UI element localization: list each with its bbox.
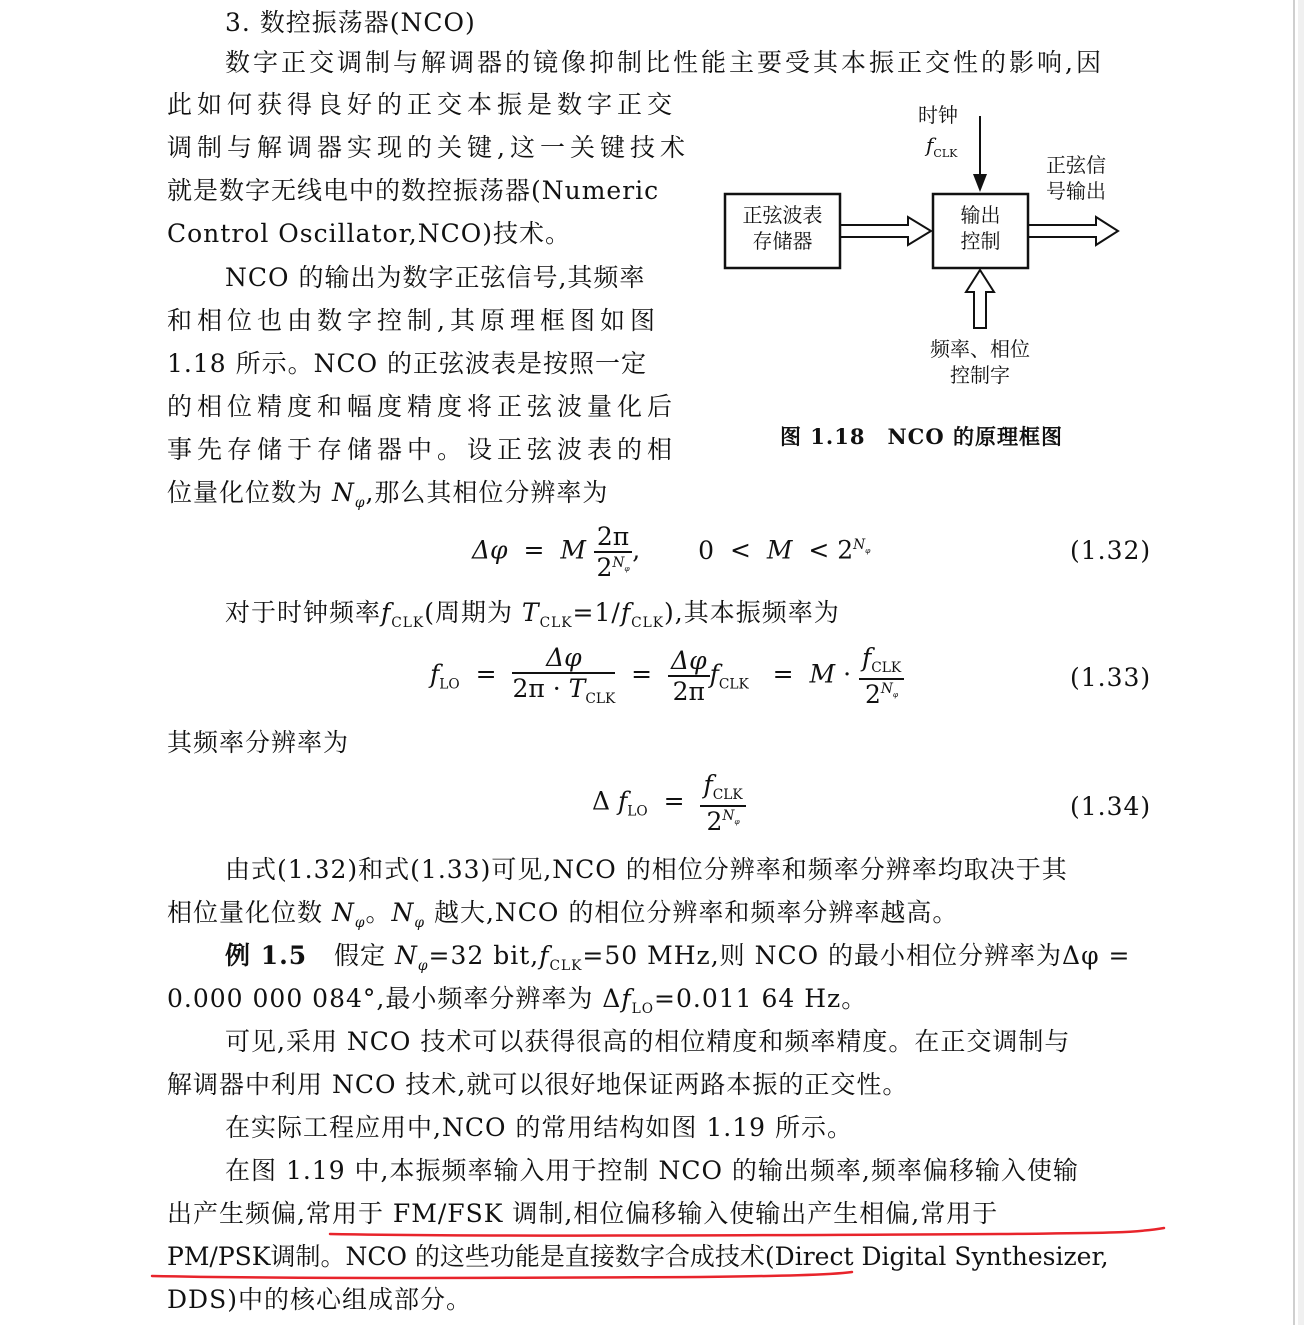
paragraph-line: 解调器中利用 NCO 技术,就可以很好地保证两路本振的正交性。 — [167, 1070, 909, 1099]
clock-symbol: $f_{CLK}$ — [926, 133, 958, 160]
paragraph-line: 的相位精度和幅度精度将正弦波量化后 — [167, 392, 678, 421]
paragraph-line: Control Oscillator,NCO)技术。 — [167, 219, 571, 248]
underline-stroke-1 — [330, 1228, 1164, 1236]
equation-1-33: $f_{LO}$ = $\frac{\Delta\varphi}{2\pi \cdot T_{CLK}}$ = $\frac{\Delta\varphi}{2\pi}$ $f_{CLK}$ = M · $\frac{f_{CLK}}{2^{N_\varphi}}$ — [430, 645, 904, 707]
paragraph-line: 0.000 000 084°,最小频率分辨率为 $\Delta f_{LO}=0.011$ 64 Hz。 — [167, 984, 868, 1017]
fraction: $\frac{\Delta\varphi}{2\pi}$ — [668, 648, 710, 704]
paragraph-line: 由式(1.32)和式(1.33)可见,NCO 的相位分辨率和频率分辨率均取决于其 — [225, 855, 1068, 884]
sine-output-label: 正弦信 号输出 — [1046, 153, 1106, 203]
paragraph-line: 例 1.5 假定 $N_\varphi=32$ $bit,f_{CLK}=50$ MHz,则 NCO 的最小相位分辨率为Δφ = — [225, 941, 1131, 974]
underline-stroke-2 — [152, 1272, 852, 1278]
fraction: $\frac{2\pi}{2^{N_\varphi}}$ — [594, 524, 632, 580]
clock-label: 时钟 — [918, 103, 958, 127]
paragraph-line: 数字正交调制与解调器的镜像抑制比性能主要受其本振正交性的影响,因 — [225, 48, 1104, 77]
paragraph-line: 出产生频偏,常用于 FM/FSK 调制,相位偏移输入使输出产生相偏,常用于 — [167, 1199, 999, 1228]
paragraph-line: PM/PSK调制。NCO 的这些功能是直接数字合成技术(Direct Digital Synthesizer, — [167, 1242, 1109, 1271]
paragraph-line: 可见,采用 NCO 技术可以获得很高的相位精度和频率精度。在正交调制与 — [225, 1027, 1071, 1056]
paragraph-line: DDS)中的核心组成部分。 — [167, 1285, 472, 1314]
sine-table-box-label: 正弦波表 存储器 — [742, 203, 823, 253]
paragraph-line: 其频率分辨率为 — [167, 728, 350, 757]
fraction: $\frac{\Delta\varphi}{2\pi \cdot T_{CLK}}$ — [512, 643, 616, 707]
paragraph-line: 相位量化位数 $N_\varphi$。$N_\varphi$ 越大,NCO 的相位分辨率和频率分辨率越高。 — [167, 898, 959, 931]
example-label: 例 1.5 — [225, 941, 308, 970]
section-heading: 3. 数控振荡器(NCO) — [225, 8, 476, 37]
fraction: $\frac{f_{CLK}}{2^{N_\varphi}}$ — [859, 645, 904, 707]
paragraph-line: 就是数字无线电中的数控振荡器(Numeric — [167, 176, 660, 205]
paragraph-line: 在图 1.19 中,本振频率输入用于控制 NCO 的输出频率,频率偏移输入使输 — [225, 1156, 1079, 1185]
paragraph-line: 事先存储于存储器中。设正弦波表的相 — [167, 435, 678, 464]
figure-caption: 图 1.18 NCO 的原理框图 — [780, 424, 1063, 449]
paragraph-line: 调制与解调器实现的关键,这一关键技术 — [167, 133, 690, 162]
paragraph-line: 对于时钟频率$f_{CLK}$(周期为 $T_{CLK}=1/f_{CLK}$),其本振频率为 — [225, 598, 840, 631]
equation-number: (1.34) — [1070, 792, 1152, 821]
paragraph-line: NCO 的输出为数字正弦信号,其频率 — [225, 263, 646, 292]
equation-1-32: Δφ = M $\frac{2\pi}{2^{N_\varphi}}$ , $0 < M < 2^{N_\varphi}$ — [472, 522, 871, 582]
paragraph-line: 和相位也由数字控制,其原理框图如图 — [167, 306, 660, 335]
paragraph-line: 位量化位数为 $N_\varphi$,那么其相位分辨率为 — [167, 478, 609, 511]
fraction: $\frac{f_{CLK}}{2^{N_\varphi}}$ — [700, 772, 745, 834]
paragraph-line: 在实际工程应用中,NCO 的常用结构如图 1.19 所示。 — [225, 1113, 853, 1142]
equation-1-34: Δ $f_{LO}$ = $\frac{f_{CLK}}{2^{N_\varphi}}$ — [592, 772, 746, 834]
output-control-box-label: 输出 控制 — [960, 203, 1001, 253]
paragraph-line: 1.18 所示。NCO 的正弦波表是按照一定 — [167, 349, 648, 378]
equation-number: (1.32) — [1070, 536, 1152, 565]
control-word-label: 频率、相位 控制字 — [930, 337, 1030, 387]
paragraph-line: 此如何获得良好的正交本振是数字正交 — [167, 90, 678, 119]
equation-number: (1.33) — [1070, 663, 1152, 692]
